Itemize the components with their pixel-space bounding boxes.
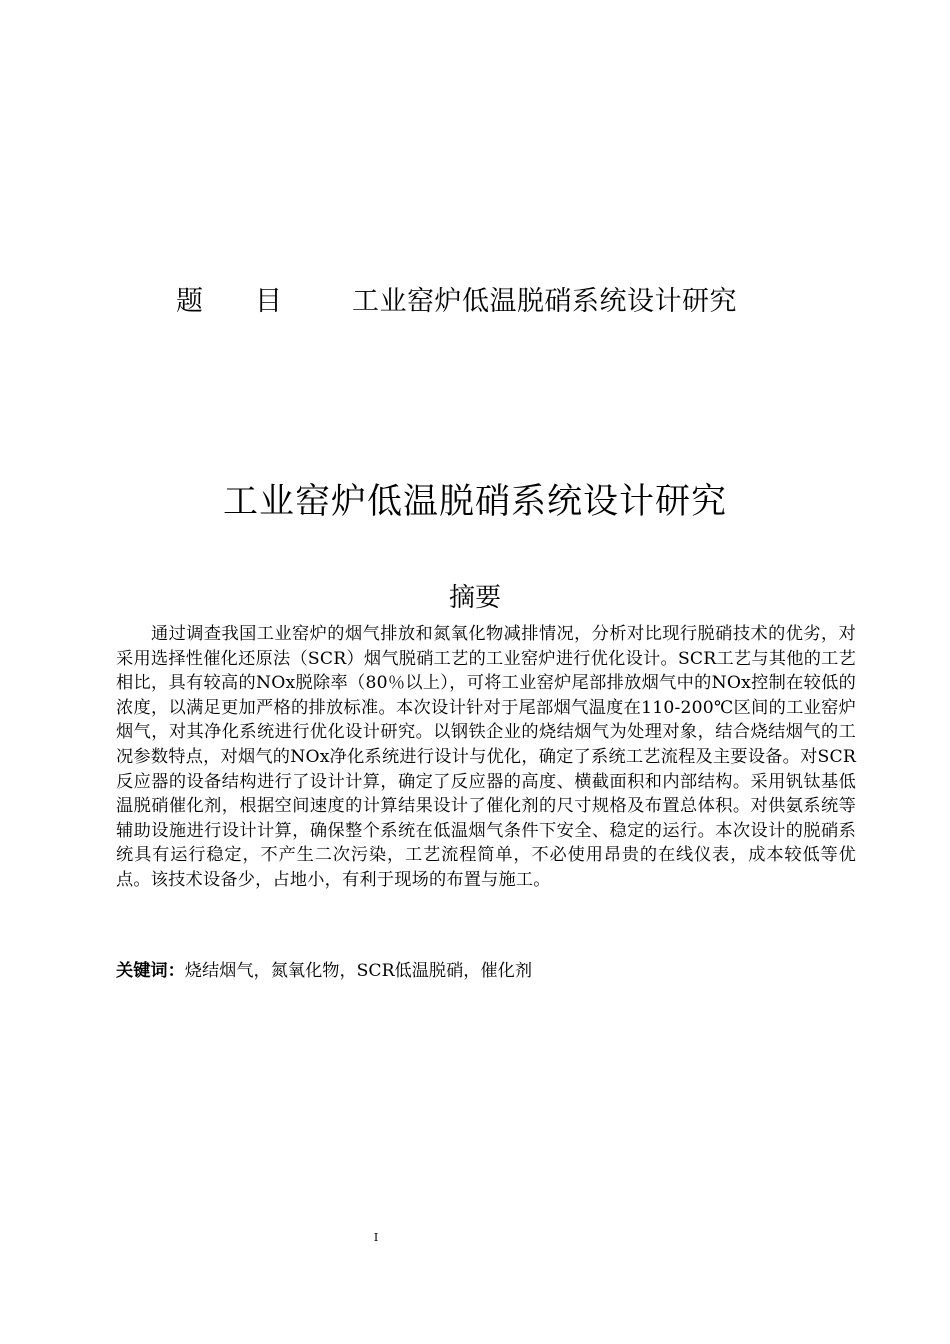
keywords-line (116, 959, 856, 983)
page-number: I (373, 1231, 379, 1244)
abstract-heading: 摘要 (448, 583, 501, 613)
keywords-value: 烧结烟气，氮氧化物，SCR低温脱硝，催化剂 (184, 961, 533, 981)
cover-title-line (0, 282, 950, 322)
keywords-label: 关键词： (116, 961, 185, 981)
abstract-body: 通过调查我国工业窑炉的烟气排放和氮氧化物减排情况，分析对比现行脱硝技术的优劣，对采用选择性催化还原法（SCR）烟气脱硝工艺的工业窑炉进行优化设计。SCR工艺与其他的工艺相比，具有较高的NOx脱除率（80％以上），可将工业窑炉尾部排放烟气中的NOx控制在较低的浓度，以满足更加严格的排放标准。本次设计针对于尾部烟气温度在110-200℃区间的工业窑炉烟气，对其净化系统进行优化设计研究。以钢铁企业的烧结烟气为处理对象，结合烧结烟气的工况参数特点，对烟气的NOx净化系统进行设计与优化，确定了系统工艺流程及主要设备。对SCR反应器的设备结构进行了设计计算，确定了反应器的高度、横截面积和内部结构。采用钒钛基低温脱硝催化剂，根据空间速度的计算结果设计了催化剂的尺寸规格及布置总体积。对供氨系统等辅助设施进行设计计算，确保整个系统在低温烟气条件下安全、稳定的运行。本次设计的脱硝系统具有运行稳定，不产生二次污染，工艺流程简单，不必使用昂贵的在线仪表，成本较低等优点。该技术设备少，占地小，有利于现场的布置与施工。 (116, 624, 856, 890)
cover-title-value: 工业窑炉低温脱硝系统设计研究 (352, 286, 737, 317)
cover-title-label: 题目 (176, 286, 334, 317)
document-title: 工业窑炉低温脱硝系统设计研究 (222, 482, 727, 522)
